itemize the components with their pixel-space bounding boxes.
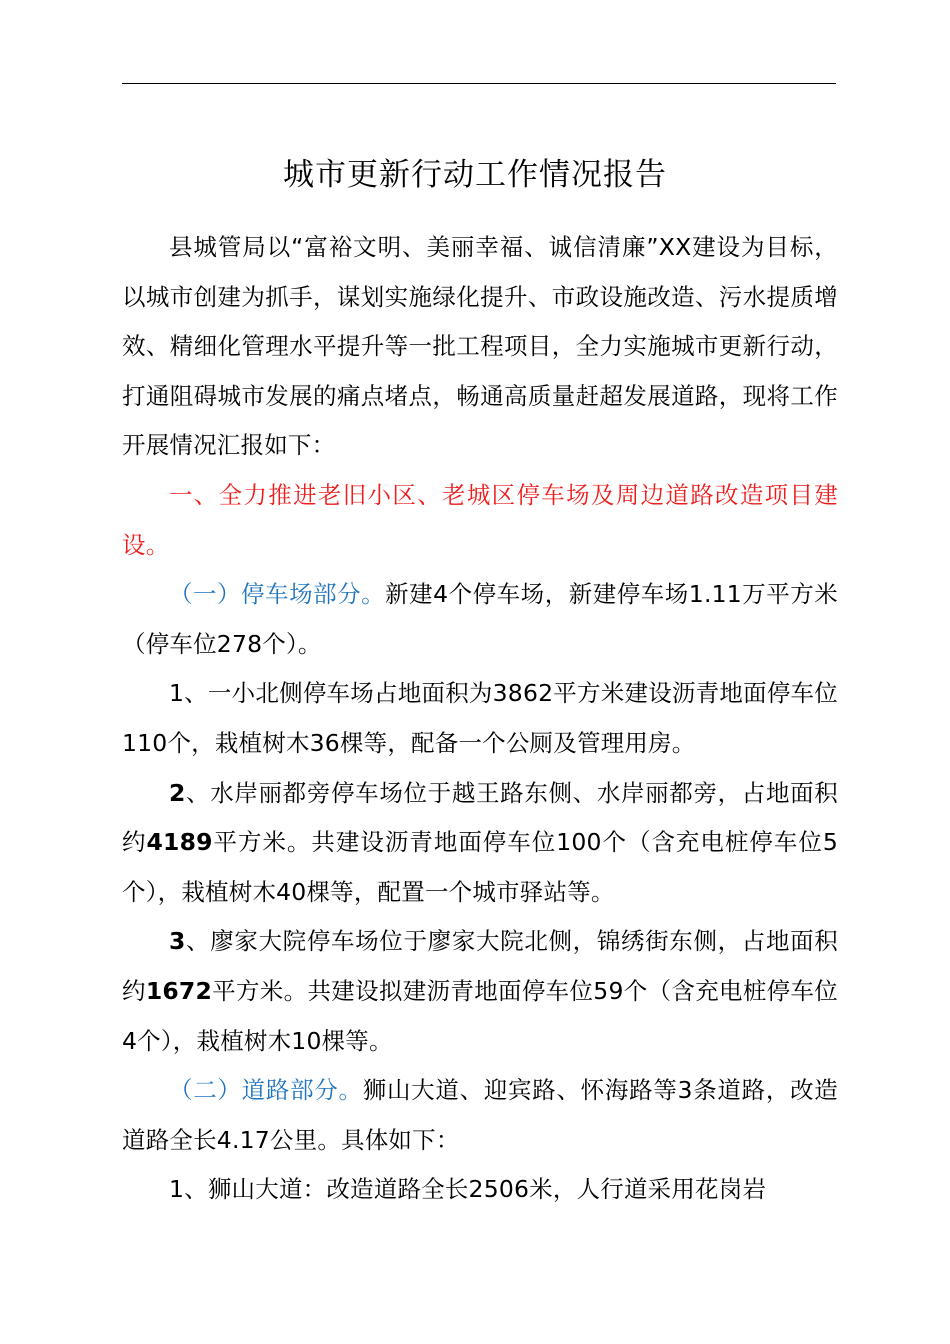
parking-item-1: 1、一小北侧停车场占地面积为3862平方米建设沥青地面停车位110个，栽植树木36棵等，配备一个公厕及管理用房。 <box>122 679 838 757</box>
item-2-area: 4189 <box>146 828 213 857</box>
roads-summary: 狮山大道、迎宾路、怀海路等3条道路，改造道路全长4.17公里。具体如下： <box>122 1076 838 1154</box>
roads-paragraph <box>122 1066 838 1165</box>
parking-subheading: （一）停车场部分。 <box>169 580 386 609</box>
section-heading-1: 一、全力推进老旧小区、老城区停车场及周边道路改造项目建设。 <box>122 480 838 559</box>
item-2-text-a: 、水岸丽都旁停车场位于越王路东侧、水岸丽都旁，占地面积约 <box>122 778 838 857</box>
item-3-text-a: 、廖家大院停车场位于廖家大院北侧，锦绣街东侧，占地面积约 <box>122 927 838 1005</box>
document-title: 城市更新行动工作情况报告 <box>283 157 667 193</box>
parking-paragraph <box>122 570 838 669</box>
parking-summary: 新建4个停车场，新建停车场1.11万平方米（停车位278个）。 <box>122 580 838 658</box>
document-body <box>122 223 838 1215</box>
road-item-1: 1、狮山大道：改造道路全长2506米，人行道采用花岗岩 <box>169 1175 767 1204</box>
item-3-area: 1672 <box>145 976 213 1005</box>
roads-subheading: （二）道路部分。 <box>169 1076 363 1105</box>
item-3-text-b: 平方米。共建设拟建沥青地面停车位59个（含充电桩停车位4个），栽植树木10棵等。 <box>122 976 838 1055</box>
item-3-number: 3 <box>169 927 186 956</box>
intro-paragraph: 县城管局以“富裕文明、美丽幸福、诚信清廉”XX建设为目标，以城市创建为抓手，谋划实施绿化提升、市政设施改造、污水提质增效、精细化管理水平提升等一批工程项目，全力实施城市更新行动，打通阻碍城市发展的痛点堵点，畅通高质量赶超发展道路，现将工作开展情况汇报如下： <box>122 233 838 460</box>
item-2-text-b: 平方米。共建设沥青地面停车位100个（含充电桩停车位5个），栽植树木40棵等，配置一个城市驿站等。 <box>122 828 838 906</box>
parking-item-2 <box>122 769 838 918</box>
parking-item-3 <box>122 917 838 1066</box>
item-2-number: 2 <box>169 778 186 807</box>
header-rule <box>122 83 836 84</box>
